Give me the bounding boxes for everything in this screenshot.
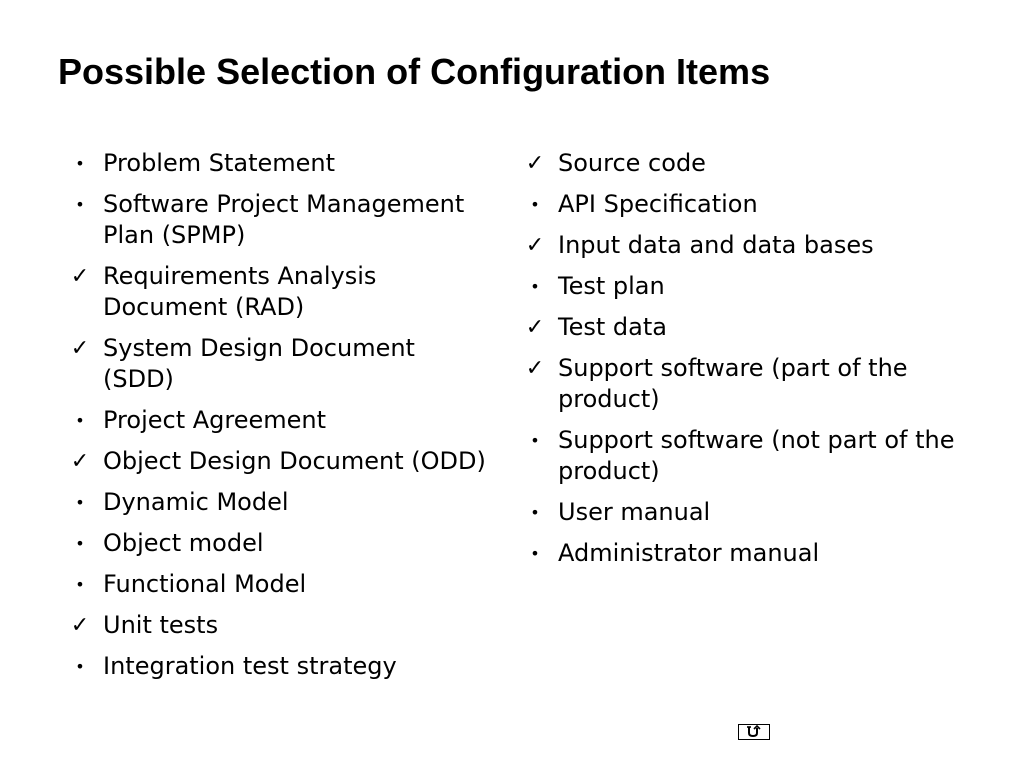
list-item [523, 271, 963, 302]
bullet-icon: • [75, 493, 85, 512]
list-item [523, 353, 963, 415]
bullet-icon: • [530, 195, 540, 214]
checkmark-icon: ✓ [525, 315, 545, 340]
checkmark-icon: ✓ [70, 264, 90, 289]
list-item [68, 487, 488, 518]
list-item [68, 148, 488, 179]
checkmark-icon: ✓ [525, 151, 545, 176]
list-item [523, 148, 963, 179]
list-item [68, 405, 488, 436]
item-text: Test data [558, 313, 667, 341]
checkmark-icon: ✓ [70, 613, 90, 638]
item-text: System Design Document (SDD) [103, 334, 415, 393]
item-text: Object Design Document (ODD) [103, 447, 486, 475]
checkmark-icon: ✓ [525, 233, 545, 258]
list-item [68, 261, 488, 323]
list-item [68, 446, 488, 477]
item-text: User manual [558, 498, 711, 526]
list-item [68, 569, 488, 600]
item-text: API Specification [558, 190, 758, 218]
list-item [523, 538, 963, 569]
checkmark-icon: ✓ [525, 356, 545, 381]
checkmark-icon: ✓ [70, 336, 90, 361]
list-item [68, 189, 488, 251]
item-text: Input data and data bases [558, 231, 874, 259]
right-item-list [523, 148, 963, 579]
list-item [523, 189, 963, 220]
item-text: Support software (not part of the product) [558, 426, 955, 485]
list-item [68, 333, 488, 395]
item-text: Problem Statement [103, 149, 336, 177]
bullet-icon: • [530, 544, 540, 563]
return-button[interactable] [738, 724, 770, 740]
item-text: Object model [103, 529, 264, 557]
bullet-icon: • [75, 657, 85, 676]
bullet-icon: • [75, 534, 85, 553]
item-text: Project Agreement [103, 406, 327, 434]
item-text: Unit tests [103, 611, 219, 639]
return-arrow-icon [739, 725, 768, 738]
checkmark-icon: ✓ [70, 449, 90, 474]
bullet-icon: • [75, 154, 85, 173]
list-item [523, 425, 963, 487]
item-text: Source code [558, 149, 706, 177]
list-item [68, 610, 488, 641]
item-text: Support software (part of the product) [558, 354, 908, 413]
list-item [523, 312, 963, 343]
list-item [68, 528, 488, 559]
item-text: Requirements Analysis Document (RAD) [103, 262, 377, 321]
left-item-list [68, 148, 488, 692]
bullet-icon: • [75, 195, 85, 214]
item-text: Test plan [558, 272, 665, 300]
list-item [68, 651, 488, 682]
bullet-icon: • [530, 431, 540, 450]
list-item [523, 230, 963, 261]
bullet-icon: • [530, 277, 540, 296]
item-text: Software Project Management Plan (SPMP) [103, 190, 465, 249]
item-text: Dynamic Model [103, 488, 289, 516]
slide-title: Possible Selection of Configuration Items [58, 51, 771, 92]
bullet-icon: • [75, 575, 85, 594]
bullet-icon: • [75, 411, 85, 430]
item-text: Integration test strategy [103, 652, 397, 680]
bullet-icon: • [530, 503, 540, 522]
item-text: Administrator manual [558, 539, 820, 567]
list-item [523, 497, 963, 528]
item-text: Functional Model [103, 570, 307, 598]
